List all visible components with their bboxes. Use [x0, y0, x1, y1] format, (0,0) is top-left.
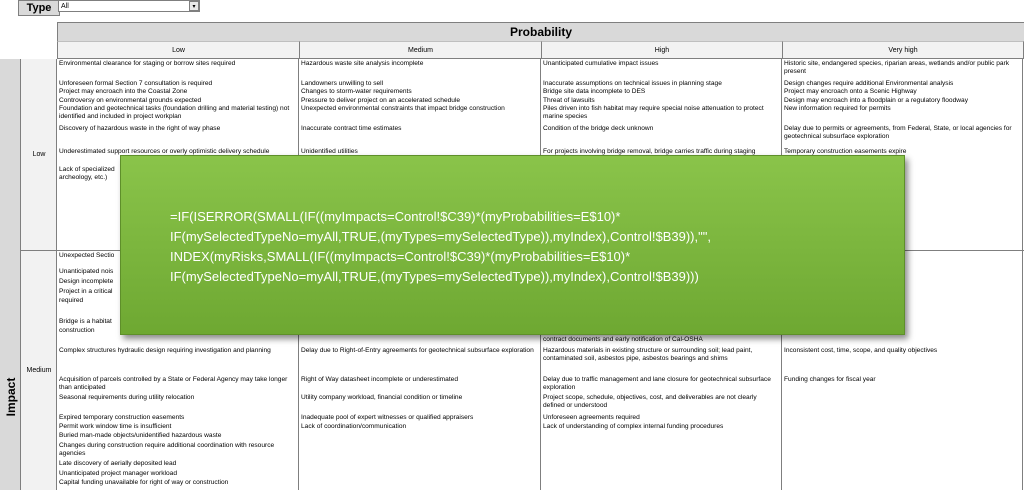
risk-item: Inadequate pool of expert witnesses or qualified appraisers: [301, 414, 474, 421]
risk-item: Changes to storm-water requirements: [301, 88, 412, 95]
risk-item: Late discovery of aerially deposited lead: [59, 460, 177, 467]
risk-item: Piles driven into fish habitat may require special noise attenuation to protect marine species: [543, 105, 764, 121]
formula-line: IF(mySelectedTypeNo=myAll,TRUE,(myTypes=mySelectedType)),myIndex),Control!$B39)),"",: [170, 229, 711, 244]
risk-item: Condition of the bridge deck unknown: [543, 125, 654, 132]
risk-item: archeology, etc.): [59, 174, 108, 181]
formula-line: INDEX(myRisks,SMALL(IF((myImpacts=Control!$C39)*(myProbabilities=E$10)*: [170, 249, 631, 264]
risk-item: Controversy on environmental grounds expected: [59, 97, 202, 104]
risk-item: Funding changes for fiscal year: [784, 376, 876, 383]
risk-item: Design may encroach into a floodplain or a regulatory floodway: [784, 97, 968, 104]
risk-item: Project may encroach onto a Scenic Highway: [784, 88, 917, 95]
risk-item: Permit work window time is insufficient: [59, 423, 172, 430]
risk-item: Project in a critical: [59, 288, 113, 295]
risk-item: Utility company workload, financial condition or timeline: [301, 394, 463, 401]
risk-item: Inaccurate contract time estimates: [301, 125, 402, 132]
probability-header: Probability: [57, 22, 1024, 41]
risk-item: Environmental clearance for staging or borrow sites required: [59, 60, 236, 67]
risk-item: Unidentified utilities: [301, 148, 358, 155]
row-header-low: Low: [32, 151, 46, 158]
risk-item: Design incomplete: [59, 278, 114, 285]
risk-item: Threat of lawsuits: [543, 97, 595, 104]
risk-item: Lack of understanding of complex internal funding procedures: [543, 423, 724, 430]
formula-line: =IF(ISERROR(SMALL(IF((myImpacts=Control!$C39)*(myProbabilities=E$10)*: [170, 209, 621, 224]
risk-item: Lack of specialized: [59, 166, 115, 173]
risk-item: Complex structures hydraulic design requiring investigation and planning: [59, 347, 271, 354]
risk-item: Seasonal requirements during utility relocation: [59, 394, 195, 401]
risk-item: Design changes require additional Environmental analysis: [784, 80, 954, 87]
risk-item: Unanticipated project manager workload: [59, 470, 178, 477]
risk-item: Unforeseen agreements required: [543, 414, 640, 421]
column-header-medium: Medium: [299, 41, 541, 59]
risk-item: Pressure to deliver project on an accelerated schedule: [301, 97, 461, 104]
risk-item: Historic site, endangered species, riparian areas, wetlands and/or public park present: [784, 60, 1010, 76]
risk-item: Project scope, schedule, objectives, cost, and deliverables are not clearly defined or understood: [543, 394, 757, 410]
risk-item: Bridge site data incomplete to DES: [543, 88, 646, 95]
risk-item: Buried man-made objects/unidentified hazardous waste: [59, 432, 222, 439]
risk-item: Expired temporary construction easements: [59, 414, 185, 421]
risk-item: Landowners unwilling to sell: [301, 80, 384, 87]
risk-item: Hazardous materials in existing structure or surrounding soil; lead paint, contaminated soil, asbestos pipe, asbestos bearings and shims: [543, 347, 753, 363]
risk-item: Acquisition of parcels controlled by a State or Federal Agency may take longer than anticipated: [59, 376, 288, 392]
risk-item: Unexpected environmental constraints that impact bridge construction: [301, 105, 505, 112]
row-header-strip: [21, 59, 57, 490]
risk-item: contract documents and early notification of Cal-OSHA: [543, 336, 703, 343]
risk-item: For projects involving bridge removal, bridge carries traffic during staging: [543, 148, 756, 155]
risk-item: Project may encroach into the Coastal Zone: [59, 88, 188, 95]
risk-item: Underestimated support resources or overly optimistic delivery schedule: [59, 148, 270, 155]
column-divider: [1022, 59, 1023, 490]
risk-item: New information required for permits: [784, 105, 891, 112]
impact-header: Impact: [4, 377, 18, 417]
risk-item: Discovery of hazardous waste in the right of way phase: [59, 125, 221, 132]
risk-item: Capital funding unavailable for right of way or construction: [59, 479, 229, 486]
formula-line: IF(mySelectedTypeNo=myAll,TRUE,(myTypes=mySelectedType)),myIndex),Control!$B39))): [170, 269, 699, 284]
risk-item: Temporary construction easements expire: [784, 148, 907, 155]
row-header-medium: Medium: [26, 367, 52, 374]
risk-item: construction: [59, 327, 95, 334]
risk-item: Delay due to permits or agreements, from Federal, State, or local agencies for geotechnical subsurface exploration: [784, 125, 1012, 141]
risk-item: Delay due to traffic management and lane closure for geotechnical subsurface exploration: [543, 376, 771, 392]
risk-item: Lack of coordination/communication: [301, 423, 407, 430]
risk-item: Unforeseen formal Section 7 consultation is required: [59, 80, 213, 87]
risk-item: required: [59, 297, 84, 304]
impact-side-panel: [0, 59, 21, 490]
risk-item: Changes during construction require additional coordination with resource agencies: [59, 442, 275, 458]
risk-item: Unanticipated nois: [59, 268, 114, 275]
risk-item: Right of Way datasheet incomplete or underestimated: [301, 376, 458, 383]
formula-text: [170, 207, 890, 287]
type-filter-dropdown[interactable]: All: [58, 0, 200, 12]
risk-item: Unexpected Sectio: [59, 252, 115, 259]
column-header-very-high: Very high: [782, 41, 1024, 59]
type-filter-label: Type: [18, 0, 60, 16]
risk-item: Bridge is a habitat: [59, 318, 112, 325]
column-header-low: Low: [57, 41, 299, 59]
risk-item: Inaccurate assumptions on technical issues in planning stage: [543, 80, 722, 87]
chevron-down-icon[interactable]: ▾: [189, 1, 199, 11]
risk-item: Inconsistent cost, time, scope, and quality objectives: [784, 347, 938, 354]
risk-item: Hazardous waste site analysis incomplete: [301, 60, 424, 67]
risk-item: Delay due to Right-of-Entry agreements for geotechnical subsurface exploration: [301, 347, 534, 354]
risk-item: Unanticipated cumulative impact issues: [543, 60, 659, 67]
column-header-high: High: [541, 41, 782, 59]
risk-item: Foundation and geotechnical tasks (foundation drilling and material testing) not identified and included in project workplan: [59, 105, 290, 121]
